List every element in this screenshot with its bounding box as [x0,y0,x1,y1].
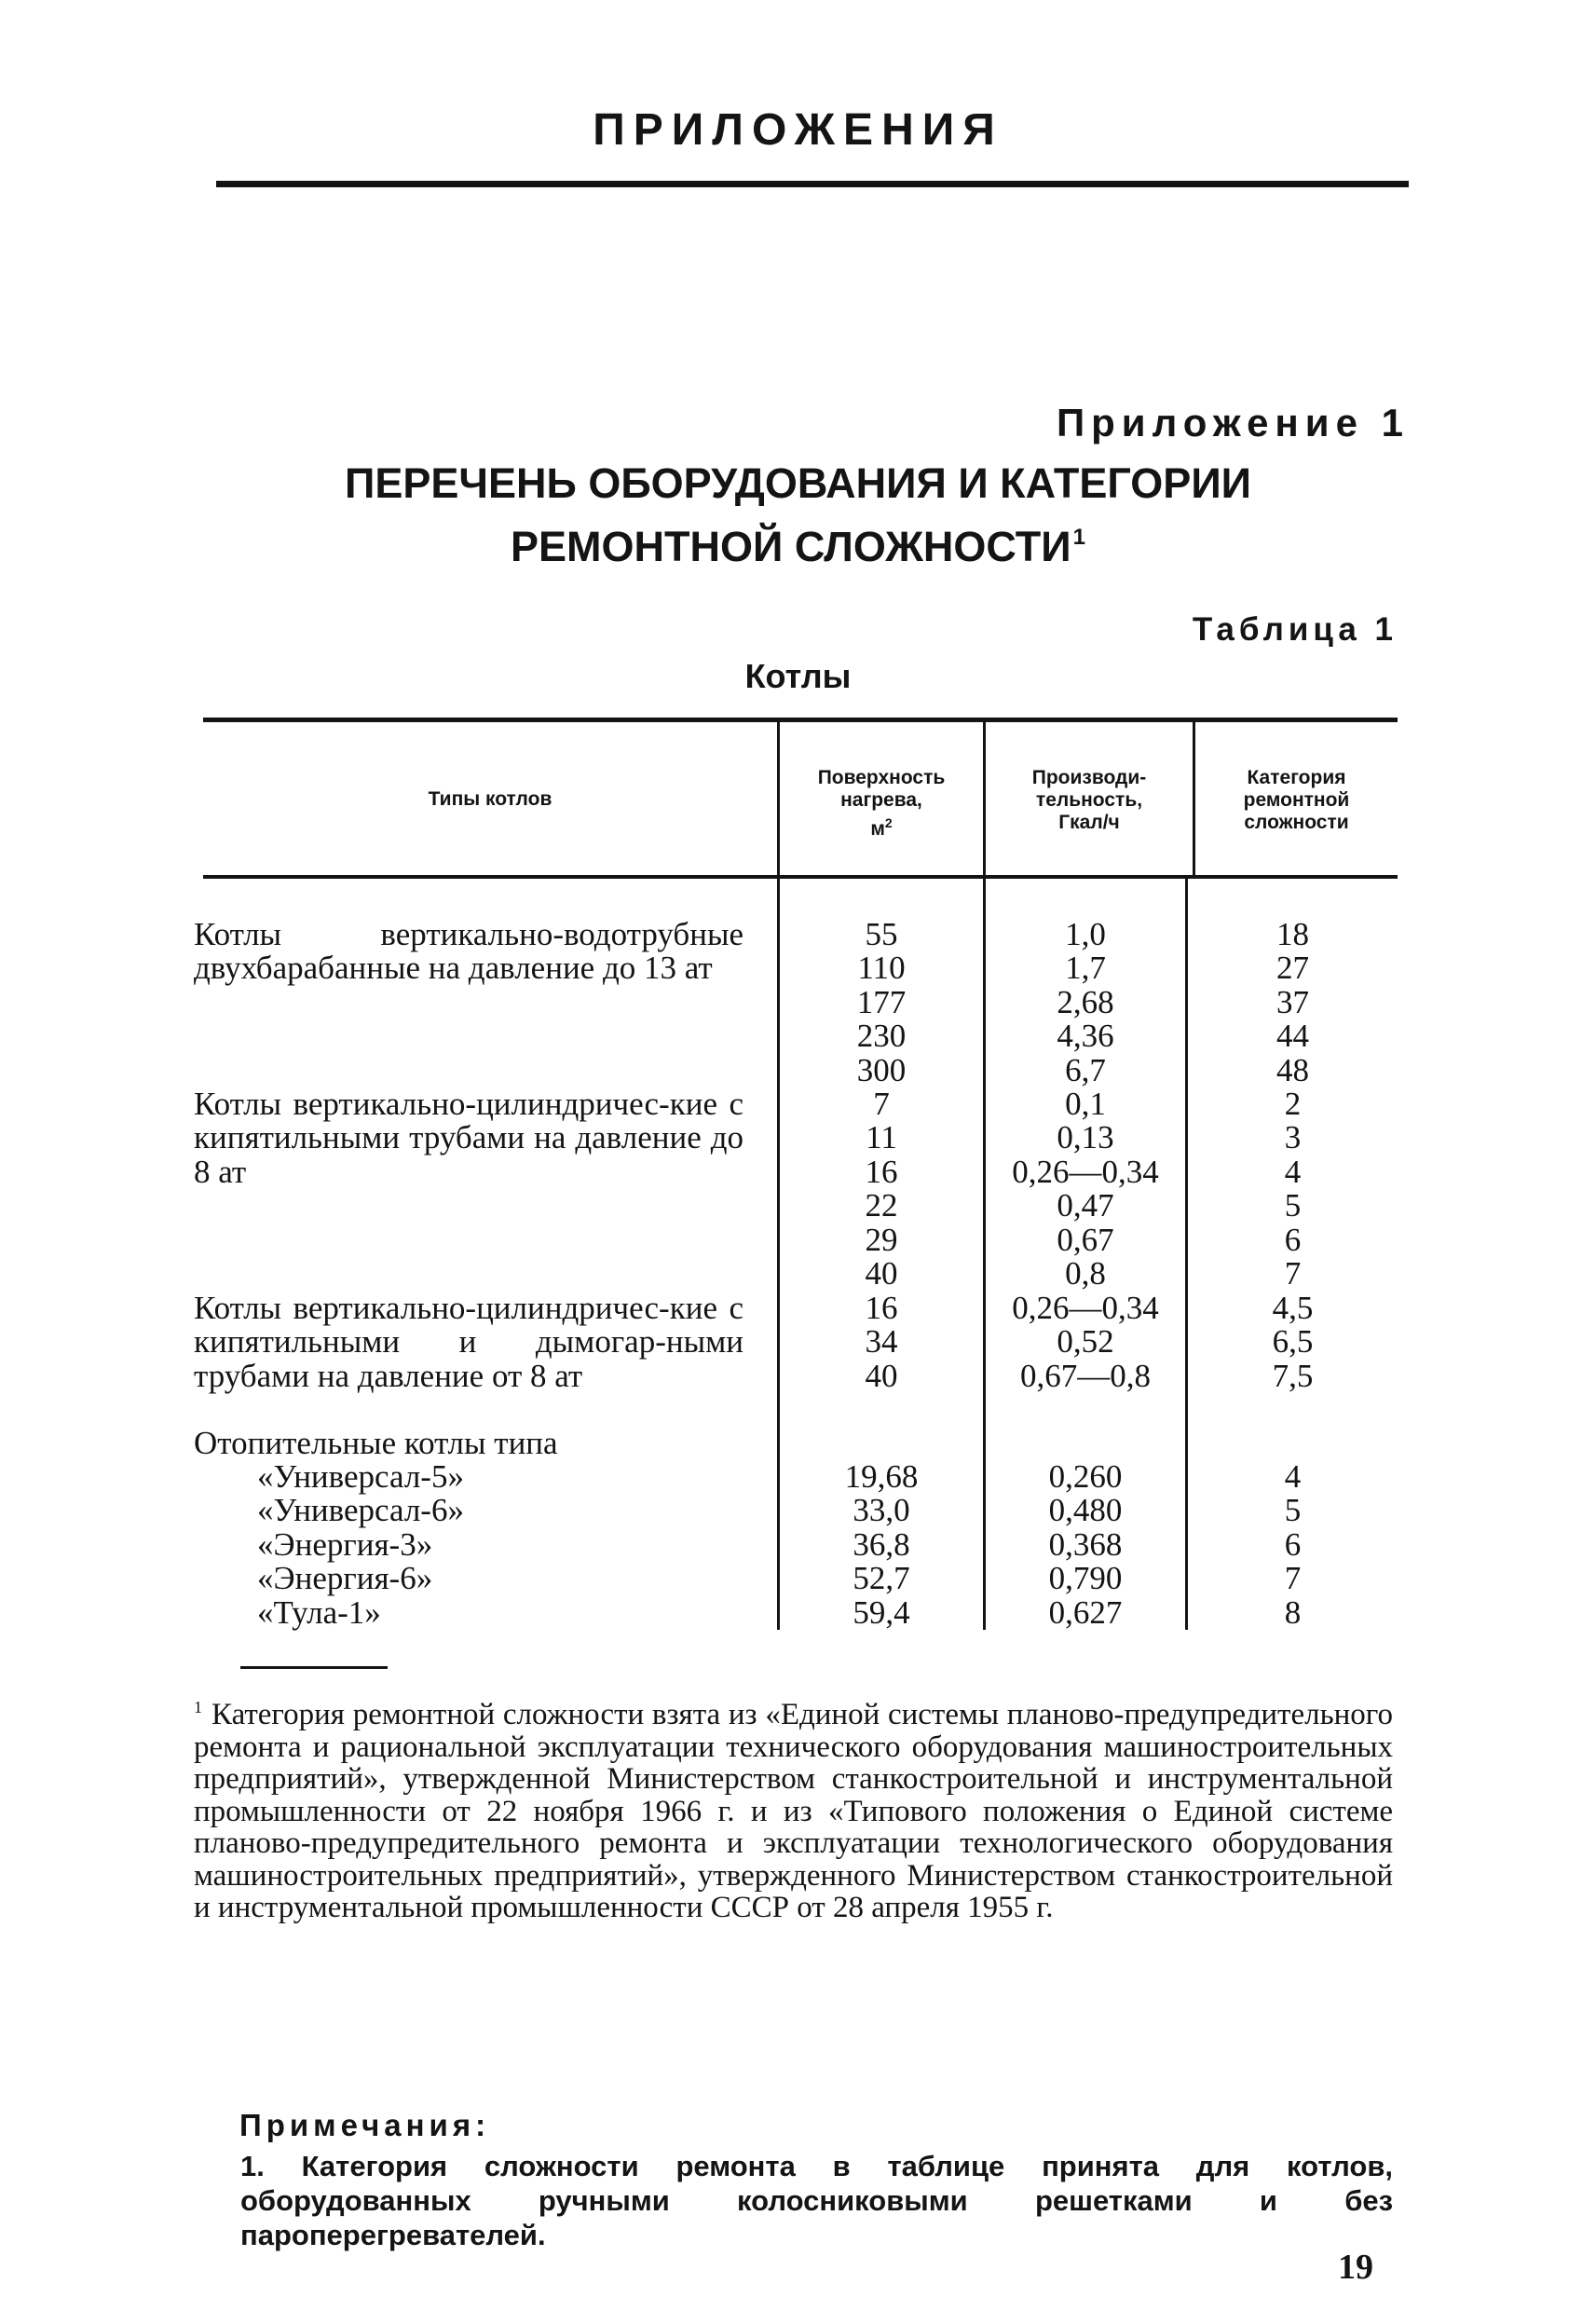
cell-value: 59,4 [853,1593,910,1631]
column-header-category-line: Категория [1247,767,1346,788]
page-number: 19 [1338,2248,1373,2287]
table-cell-surface [780,1087,983,1291]
cell-value: 0,627 [1048,1593,1123,1631]
cell-value: 4,36 [1057,1018,1114,1055]
footnote-rule [240,1666,388,1669]
column-header-capacity-line: Гкал/ч [1058,812,1120,833]
cell-value: 11 [866,1119,897,1156]
column-header-surface-line: нагрева, [840,789,922,811]
note-item [194,2149,1393,2252]
cell-value: 52,7 [853,1560,910,1597]
column-header-category-line: сложности [1244,812,1349,833]
table-caption: Котлы [744,657,852,695]
cell-value: 6 [1284,1525,1302,1563]
cell-value: 5 [1284,1187,1302,1224]
table-cell-surface [780,918,983,1087]
cell-value: 2 [1284,1086,1302,1122]
note-item-text: 1. Категория сложности ремонта в таблице принята для котлов, оборудованных ручными колосниковыми решетками и без пароперегревателей. [240,2150,1393,2251]
table-row-models [257,1460,742,1630]
table-row-type: Котлы вертикально-цилиндричес-кие с кипятильными и дымогар-ными трубами на давление от 8 ат [194,1290,743,1394]
appendix-title-line-1: ПЕРЕЧЕНЬ ОБОРУДОВАНИЯ И КАТЕГОРИИ [344,459,1252,507]
table-cell-category [1188,1460,1398,1630]
footnote-text: Категория ремонтной сложности взята из «Единой системы планово-предупредительного ремонта и рациональной эксплуатации технического оборудования машиностроительных предприятий», утвержденной Министерством станкостроительной и инструментальной промышленности от 22 ноября 1966 г. и из «Типового положения о Единой системе планово-предупредительного ремонта и эксплуатации технологического оборудования машиностроительных предприятий», утвержденного Министерством станкостроительной и инструментальной промышленности СССР от 28 апреля 1955 г. [194,1698,1393,1924]
cell-value: 4 [1284,1458,1302,1495]
cell-value: 1,0 [1065,916,1106,952]
cell-value: 36,8 [853,1525,910,1563]
table-row-type: Отопительные котлы типа [194,1425,558,1461]
cell-value: 34 [865,1323,898,1361]
cell-value: 6 [1284,1221,1302,1258]
column-header-surface-line: Поверхность [817,767,946,788]
table-cell-surface [780,1292,983,1393]
cell-value: 0,26—0,34 [1012,1290,1159,1326]
footnote [194,1691,1393,1924]
table-cell-category [1188,1087,1398,1291]
cell-value: 37 [1276,983,1309,1020]
header-rule [216,181,1409,187]
table-cell-category [1188,1292,1398,1393]
column-header-category-line: ремонтной [1243,789,1350,811]
cell-value: 16 [865,1290,898,1326]
appendix-title-line-2 [0,511,1596,574]
cell-value: 0,368 [1048,1525,1123,1563]
cell-value: 44 [1276,1018,1309,1055]
column-header-surface-unit: м [870,818,885,840]
cell-value: 0,480 [1048,1492,1123,1529]
column-header-surface-line [780,812,983,841]
table-cell-capacity [986,1087,1185,1291]
column-header-surface [780,767,983,841]
cell-value: 0,13 [1057,1119,1114,1156]
model-name: «Тула-1» [257,1593,381,1631]
column-header-capacity-line: тельность, [1035,789,1143,811]
table-cell-category [1188,918,1398,1087]
cell-value: 6,7 [1065,1051,1106,1088]
column-header-capacity [986,767,1193,834]
cell-value: 4,5 [1272,1290,1314,1326]
table-cell-capacity [986,1460,1185,1630]
cell-value: 8 [1284,1593,1302,1631]
cell-value: 300 [856,1051,907,1088]
column-header-surface-sup: 2 [884,815,893,830]
footnote-mark: 1 [194,1698,202,1716]
cell-value: 55 [865,916,898,952]
cell-value: 0,790 [1048,1560,1123,1597]
model-name: «Универсал-5» [257,1458,464,1495]
appendix-title-line-2-text: РЕМОНТНОЙ СЛОЖНОСТИ [511,523,1071,570]
cell-value: 4 [1284,1153,1302,1190]
cell-value: 7,5 [1272,1357,1314,1394]
cell-value: 0,8 [1065,1254,1106,1292]
cell-value: 3 [1284,1119,1302,1156]
appendix-label: Приложение 1 [1056,401,1410,444]
cell-value: 0,52 [1057,1323,1114,1361]
cell-value: 40 [865,1254,898,1292]
cell-value: 230 [856,1018,907,1055]
table-cell-surface [780,1460,983,1630]
cell-value: 0,67 [1057,1221,1114,1258]
cell-value: 7 [1284,1254,1302,1292]
appendix-title [0,457,1596,574]
cell-value: 5 [1284,1492,1302,1529]
cell-value: 110 [857,950,906,987]
cell-value: 27 [1276,950,1309,987]
section-title: ПРИЛОЖЕНИЯ [593,105,1003,155]
table-cell-capacity [986,918,1185,1087]
footnote-marker: 1 [1072,525,1085,550]
table-header-rule [203,875,1398,879]
cell-value: 48 [1276,1051,1309,1088]
cell-value: 0,26—0,34 [1012,1153,1159,1190]
column-header-type: Типы котлов [428,788,552,810]
notes-title: Примечания: [239,2108,491,2142]
column-header-category [1195,767,1398,834]
table-top-rule [203,718,1398,722]
cell-value: 6,5 [1272,1323,1314,1361]
model-name: «Энергия-3» [257,1525,433,1563]
table-row-type: Котлы вертикально-цилиндричес-кие с кипятильными трубами на давление до 8 ат [194,1086,743,1190]
cell-value: 22 [865,1187,898,1224]
cell-value: 1,7 [1065,950,1106,987]
cell-value: 16 [865,1153,898,1190]
cell-value: 177 [856,983,907,1020]
cell-value: 7 [873,1086,890,1122]
table-label: Таблица 1 [1192,611,1398,648]
model-name: «Энергия-6» [257,1560,433,1597]
cell-value: 29 [865,1221,898,1258]
column-header-capacity-line: Производи- [1031,767,1147,788]
table-row-type: Котлы вертикально-водотрубные двухбарабанные на давление до 13 ат [194,916,743,987]
table-cell-capacity [986,1292,1185,1393]
cell-value: 18 [1276,916,1309,952]
cell-value: 7 [1284,1560,1302,1597]
cell-value: 2,68 [1057,983,1114,1020]
model-name: «Универсал-6» [257,1492,464,1529]
cell-value: 0,47 [1057,1187,1114,1224]
cell-value: 33,0 [853,1492,910,1529]
cell-value: 0,67—0,8 [1020,1357,1151,1394]
cell-value: 0,1 [1065,1086,1106,1122]
cell-value: 19,68 [844,1458,919,1495]
cell-value: 0,260 [1048,1458,1123,1495]
cell-value: 40 [865,1357,898,1394]
